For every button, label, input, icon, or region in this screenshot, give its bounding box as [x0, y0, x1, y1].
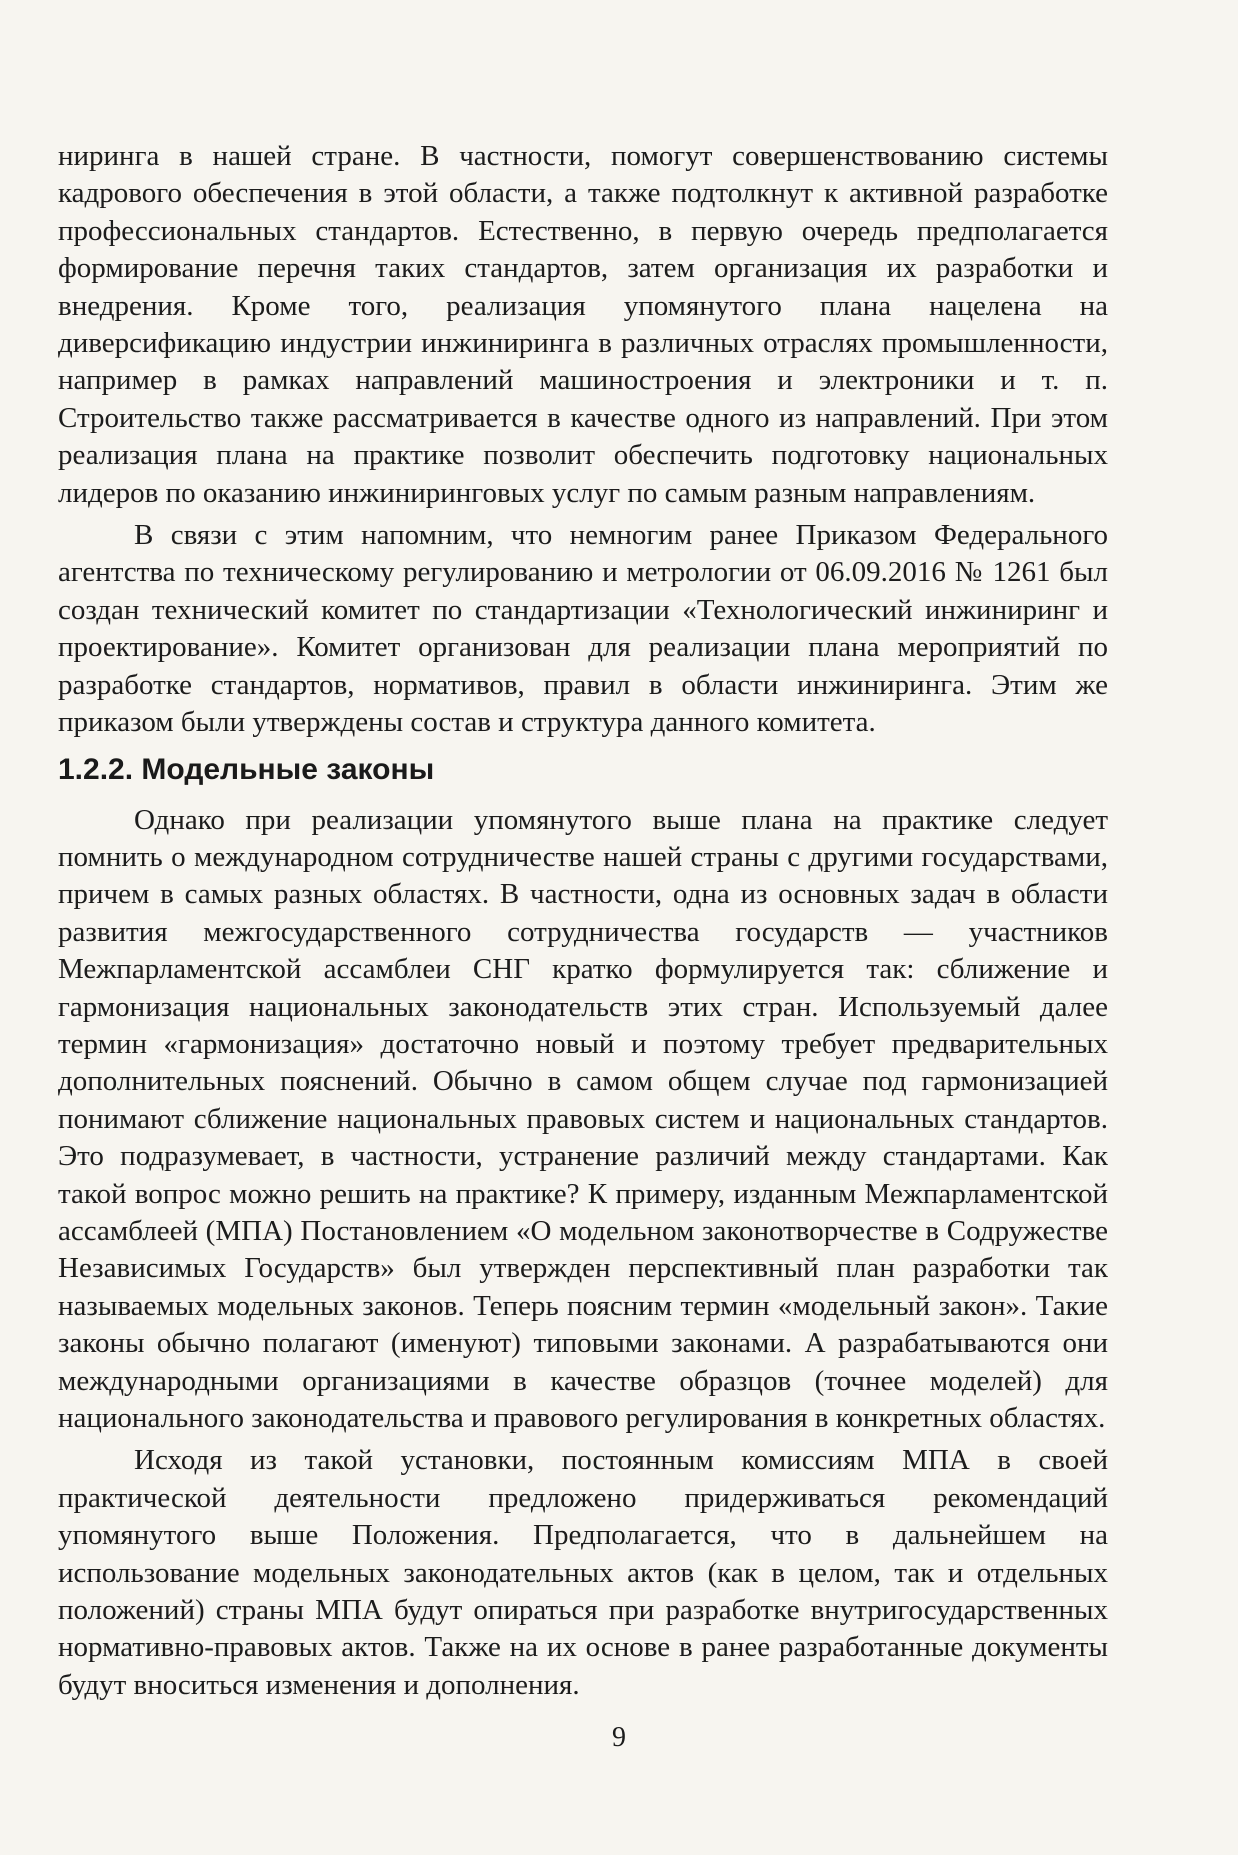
paragraph-harmonization: Однако при реализации упомянутого выше плана на практике следует помнить о международном сотрудничестве нашей страны с другими государствами, причем в самых разных областях. В частности, одна из основных задач в области развития межгосударственного сотрудничества государств — участников Межпарламентской ассамблеи СНГ кратко формулируется так: сближение и гармонизация национальных законодательств этих стран. Используемый далее термин «гармонизация» достаточно новый и поэтому требует предварительных дополнительных пояснений. Обычно в самом общем случае под гармонизацией понимают сближение национальных правовых систем и национальных стандартов. Это подразумевает, в частности, устранение различий между стандартами. Как такой вопрос можно решить на практике? К примеру, изданным Межпарламентской ассамблеей (МПА) Постановлением «О модельном законотворчестве в Содружестве Независимых Государств» был утвержден перспективный план разработки так называемых модельных законов. Теперь поясним термин «модельный закон». Такие законы обычно полагают (именуют) типовыми законами. А разрабатываются они международными организациями в качестве образцов (точнее моделей) для национального законодательства и правового регулирования в конкретных областях.	[58, 803, 1108, 1434]
section-heading: 1.2.2. Модельные законы	[58, 752, 435, 786]
paragraph-continuation: ниринга в нашей стране. В частности, помогут совершенствованию системы кадрового обеспечения в этой области, а также подтолкнут к активной разработке профессиональных стандартов. Естественно, в первую очередь предполагается формирование перечня таких стандартов, затем организация их разработки и внедрения. Кроме того, реализация упомянутого плана нацелена на диверсификацию индустрии инжиниринга в различных отраслях промышленности, например в рамках направлений машиностроения и электроники и т. п. Строительство также рассматривается в качестве одного из направлений. При этом реализация плана на практике позволит обеспечить подготовку национальных лидеров по оказанию инжиниринговых услуг по самым разным направлениям.	[58, 140, 1108, 509]
paragraph-committee: В связи с этим напомним, что немногим ранее Приказом Федерального агентства по техническому регулированию и метрологии от 06.09.2016 № 1261 был создан технический комитет по стандартизации «Технологический инжиниринг и проектирование». Комитет организован для реализации плана мероприятий по разработке стандартов, нормативов, правил в области инжиниринга. Этим же приказом были утверждены состав и структура данного комитета.	[58, 519, 1108, 739]
paragraph-commissions: Исходя из такой установки, постоянным комиссиям МПА в своей практической деятельности предложено придерживаться рекомендаций упомянутого выше Положения. Предполагается, что в дальнейшем на использование модельных законодательных актов (как в целом, так и отдельных положений) страны МПА будут опираться при разработке внутригосударственных нормативно-правовых актов. Также на их основе в ранее разработанные документы будут вноситься изменения и дополнения.	[58, 1444, 1108, 1701]
body-text	[58, 138, 1108, 1704]
page-number: 9	[612, 1722, 626, 1753]
